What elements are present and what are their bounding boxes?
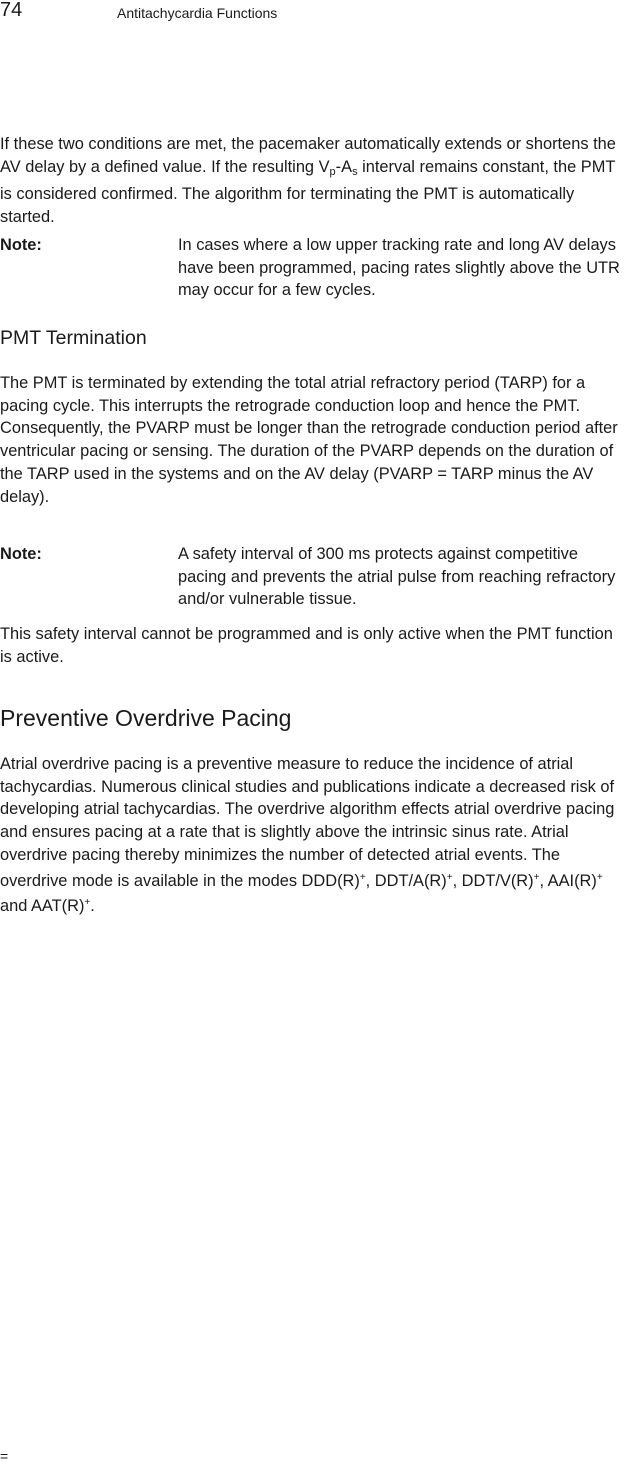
footer-mark: = bbox=[0, 1448, 9, 1464]
note-text: A safety interval of 300 ms protects against competitive pacing and prevents the atrial pulse from reaching refractory and/or vulnerable tissue. bbox=[178, 545, 616, 609]
paragraph-text: Atrial overdrive pacing is a preventive measure to reduce the incidence of atrial tachycardias. Numerous clinical studies and publications indicate a decreased risk of developing atrial tachycardias. The overdrive algorithm effects atrial overdrive pacing and ensures pacing at a rate that is slightly above the intrinsic sinus rate. Atrial overdrive pacing thereby minimizes the number of detected atrial events. The overdrive mode is available in the modes DDD(R) bbox=[0, 755, 615, 890]
superscript-plus: + bbox=[446, 871, 453, 883]
subscript-p: p bbox=[329, 165, 336, 178]
superscript-plus: + bbox=[533, 871, 540, 883]
paragraph-pmt-confirmation bbox=[0, 133, 629, 229]
paragraph-text: , AAI(R) bbox=[539, 871, 597, 890]
note-text: In cases where a low upper tracking rate and long AV delays have been programmed, pacing rates slightly above the UTR may occur for a few cycles. bbox=[178, 236, 620, 300]
subscript-s: s bbox=[352, 165, 358, 178]
paragraph-text: , DDT/A(R) bbox=[365, 871, 447, 890]
running-title: Antitachycardia Functions bbox=[117, 5, 278, 21]
paragraph-safety-interval: This safety interval cannot be programmed and is only active when the PMT function is active. bbox=[0, 625, 613, 666]
paragraph-text: If these two conditions are met, the pacemaker automatically extends or shortens the AV delay by a defined value. If the resulting V bbox=[0, 135, 616, 176]
note-label: Note: bbox=[0, 236, 42, 254]
note-label: Note: bbox=[0, 545, 42, 563]
paragraph-text: , DDT/V(R) bbox=[452, 871, 534, 890]
paragraph-text: . bbox=[90, 897, 95, 916]
paragraph-text: interval remains constant, the PMT is considered confirmed. The algorithm for terminating the PMT is automatically started. bbox=[0, 157, 616, 227]
superscript-plus: + bbox=[84, 897, 91, 909]
paragraph-text: and AAT(R) bbox=[0, 897, 85, 916]
paragraph-overdrive bbox=[0, 753, 629, 918]
superscript-plus: + bbox=[596, 871, 603, 883]
heading-pmt-termination: PMT Termination bbox=[0, 327, 147, 349]
heading-preventive-overdrive: Preventive Overdrive Pacing bbox=[0, 705, 292, 731]
superscript-plus: + bbox=[359, 871, 366, 883]
page-number: 74 bbox=[0, 0, 23, 21]
paragraph-pmt-termination: The PMT is terminated by extending the total atrial refractory period (TARP) for a pacing cycle. This interrupts the retrograde conduction loop and hence the PMT. Consequently, the PVARP must be longer than the retrograde conduction period after ventricular pacing or sensing. The duration of the PVARP depends on the duration of the TARP used in the systems and on the AV delay (PVARP = TARP minus the AV delay). bbox=[0, 374, 618, 506]
paragraph-text: -A bbox=[335, 157, 353, 176]
